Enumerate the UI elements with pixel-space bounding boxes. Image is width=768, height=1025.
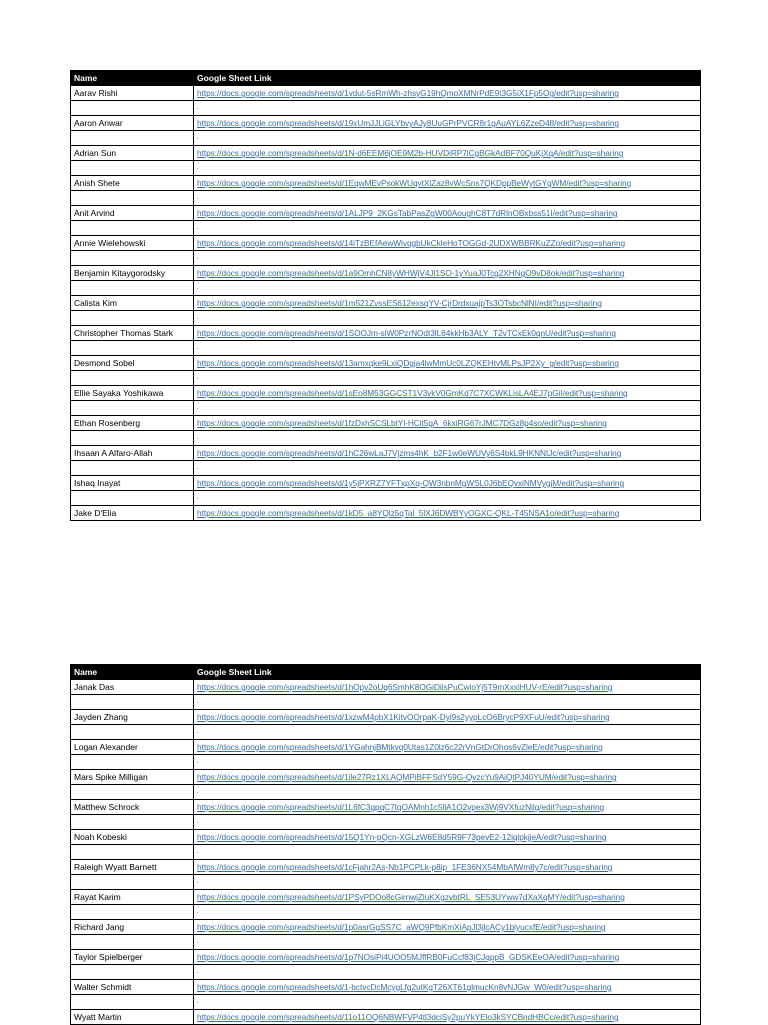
table-row	[71, 356, 701, 371]
name-column-header: Name	[71, 71, 194, 86]
sheet-link-cell	[194, 206, 701, 221]
table-row	[71, 740, 701, 755]
table-row	[71, 326, 701, 341]
spacer-row	[71, 935, 701, 950]
student-name: Ethan Rosenberg	[71, 416, 194, 431]
google-sheet-link[interactable]: https://docs.google.com/spreadsheets/d/1a9OmhCN8yWHWjV4Jl1SO-1yYuaJ0Tcg2XHNgO9vD8ok/edit?usp=sharing	[197, 268, 625, 278]
sheet-link-cell	[194, 950, 701, 965]
sheet-link-cell	[194, 506, 701, 521]
table-row	[71, 950, 701, 965]
table-row	[71, 920, 701, 935]
student-name: Anit Arvind	[71, 206, 194, 221]
spacer-row	[71, 815, 701, 830]
spacer-row	[71, 725, 701, 740]
google-sheet-link[interactable]: https://docs.google.com/spreadsheets/d/1p0asrGgSS7C_aWQ9PfbKmXiApJl3jlcACy1blyucxfE/edit?usp=sharing	[197, 922, 606, 932]
student-name: Richard Jang	[71, 920, 194, 935]
empty-cell	[71, 341, 194, 356]
spacer-row	[71, 845, 701, 860]
empty-cell	[71, 491, 194, 506]
sheet-link-cell	[194, 1010, 701, 1025]
sheet-link-cell	[194, 770, 701, 785]
empty-cell	[71, 965, 194, 980]
table-row	[71, 116, 701, 131]
google-sheet-link[interactable]: https://docs.google.com/spreadsheets/d/1kD5_a8YQlz5qTal_5lXJ6DWBYyOGXC-QKL-T45NSA1o/edit?usp=sharing	[197, 508, 620, 518]
sheet-link-cell	[194, 476, 701, 491]
student-name: Rayat Karim	[71, 890, 194, 905]
empty-cell	[71, 695, 194, 710]
student-name: Raleigh Wyatt Barnett	[71, 860, 194, 875]
dot-mark: .	[194, 965, 701, 980]
sheet-link-cell	[194, 416, 701, 431]
table-row	[71, 236, 701, 251]
dot-mark: .	[194, 371, 701, 386]
table-row	[71, 146, 701, 161]
dot-mark: .	[194, 755, 701, 770]
dot-mark: .	[194, 875, 701, 890]
sheet-link-cell	[194, 446, 701, 461]
table-row	[71, 446, 701, 461]
empty-cell	[71, 221, 194, 236]
empty-cell	[71, 875, 194, 890]
google-sheet-link[interactable]: https://docs.google.com/spreadsheets/d/1YGahnjBMtkvq0Utas1Z0lz6c22rVnGtDrOhos6vZleE/edit?usp=sharing	[197, 742, 603, 752]
spacer-row	[71, 461, 701, 476]
sheet-link-cell	[194, 800, 701, 815]
google-sheet-link[interactable]: https://docs.google.com/spreadsheets/d/11o11OQ6NBWFVP4tl3dciSy2puYkYElo3kSYCBndHBCc/edit?usp=sharing	[197, 1012, 619, 1022]
link-column-header: Google Sheet Link	[194, 665, 701, 680]
student-name: Jake D'Elia	[71, 506, 194, 521]
dot-mark: .	[194, 905, 701, 920]
table-row	[71, 1010, 701, 1025]
empty-cell	[71, 461, 194, 476]
google-sheet-link[interactable]: https://docs.google.com/spreadsheets/d/1ALJP9_2KGsTabPasZgW00AoughC8T7dRlnOBxbss51I/edit?usp=sharing	[197, 208, 618, 218]
google-sheet-link[interactable]: https://docs.google.com/spreadsheets/d/1ile27Rz1XLAQMPiBFFSdY59G-QvzcYu9AiQtPJ40YUM/edit?usp=sharing	[197, 772, 617, 782]
student-name: Wyatt Martin	[71, 1010, 194, 1025]
spacer-row	[71, 431, 701, 446]
student-name: Aarav Rishi	[71, 86, 194, 101]
spacer-row	[71, 905, 701, 920]
dot-mark: .	[194, 311, 701, 326]
table-row	[71, 386, 701, 401]
google-sheet-link[interactable]: https://docs.google.com/spreadsheets/d/1fzDxhSCSLbtYl-HCit5gA_6kxiRG67rJMC7DGz8p4so/edit?usp=sharing	[197, 418, 607, 428]
spacer-row	[71, 251, 701, 266]
sheet-link-cell	[194, 830, 701, 845]
google-sheet-link[interactable]: https://docs.google.com/spreadsheets/d/1PSyPDOo8cGirnwjZluKXgzvbtRL_SE53UYww7dXaXqMY/edit?usp=sharing	[197, 892, 625, 902]
spacer-row	[71, 995, 701, 1010]
name-column-header: Name	[71, 665, 194, 680]
dot-mark: .	[194, 161, 701, 176]
spacer-row	[71, 311, 701, 326]
dot-mark: .	[194, 995, 701, 1010]
student-name: Anish Shete	[71, 176, 194, 191]
empty-cell	[71, 131, 194, 146]
student-name: Walter Schmidt	[71, 980, 194, 995]
google-sheet-link[interactable]: https://docs.google.com/spreadsheets/d/1cFjahr2As-Nb1PCPLk-p8ip_1FE36NX54MbAfWm8y7c/edit?usp=sharing	[197, 862, 613, 872]
sheet-link-cell	[194, 116, 701, 131]
student-name: Aaron Anwar	[71, 116, 194, 131]
spacer-row	[71, 131, 701, 146]
student-name: Taylor Spielberger	[71, 950, 194, 965]
student-name: Annie Wielehowski	[71, 236, 194, 251]
empty-cell	[71, 251, 194, 266]
table-row	[71, 176, 701, 191]
spacer-row	[71, 161, 701, 176]
sheet-link-cell	[194, 710, 701, 725]
student-name: Desmond Sobel	[71, 356, 194, 371]
student-name: Ishaq Inayat	[71, 476, 194, 491]
sheet-links-table-2	[70, 664, 701, 1025]
empty-cell	[71, 725, 194, 740]
spacer-row	[71, 875, 701, 890]
sheet-link-cell	[194, 236, 701, 251]
empty-cell	[71, 281, 194, 296]
sheet-link-cell	[194, 740, 701, 755]
google-sheet-link[interactable]: https://docs.google.com/spreadsheets/d/1N-d6EEM6jOE9M2b-HUVDiRP7lCgBGkAdBF70QuKjXqA/edit?usp=sharing	[197, 148, 624, 158]
spacer-row	[71, 191, 701, 206]
table-row	[71, 86, 701, 101]
table-row	[71, 506, 701, 521]
table-row	[71, 830, 701, 845]
sheet-link-cell	[194, 890, 701, 905]
google-sheet-link[interactable]: https://docs.google.com/spreadsheets/d/1L6fC3gpqC7tqOAMnh1c5llA1O2vpex3Wj9VXfuzNilg/edit?usp=sharing	[197, 802, 605, 812]
google-sheet-link[interactable]: https://docs.google.com/spreadsheets/d/14iTzBEfAewWivqgbUkCkleHoTOGGd-2UDXWBBRKuZZo/edit?usp=sharing	[197, 238, 626, 248]
dot-mark: .	[194, 191, 701, 206]
google-sheet-link[interactable]: https://docs.google.com/spreadsheets/d/1xzwM4pbX1KitvOOrpaK-Dyl9s2yypLcO6BrycP9XFuU/edit?usp=sharing	[197, 712, 610, 722]
google-sheet-link[interactable]: https://docs.google.com/spreadsheets/d/1m521ZvssES612exsqYV-CjrDrdxuajpTs3OTsbcNlNI/edit?usp=sharing	[197, 298, 602, 308]
empty-cell	[71, 401, 194, 416]
google-sheet-link[interactable]: https://docs.google.com/spreadsheets/d/1SOOJm-siW0PzrNOdt3lL64kkHb3ALY_T2vTCxEk0qnU/edit?usp=sharing	[197, 328, 616, 338]
sheet-links-table-1	[70, 70, 701, 521]
table-row	[71, 680, 701, 695]
sheet-link-cell	[194, 680, 701, 695]
dot-mark: .	[194, 491, 701, 506]
student-name: Jayden Zhang	[71, 710, 194, 725]
empty-cell	[71, 995, 194, 1010]
sheet-link-cell	[194, 266, 701, 281]
dot-mark: .	[194, 845, 701, 860]
sheet-link-cell	[194, 356, 701, 371]
google-sheet-link[interactable]: https://docs.google.com/spreadsheets/d/1hC26wLaJ7Vjzms4hK_b2F1w0eWUVy6S4bkL9HKNNtJc/edit?usp=sharing	[197, 448, 622, 458]
dot-mark: .	[194, 221, 701, 236]
dot-mark: .	[194, 785, 701, 800]
table-row	[71, 770, 701, 785]
dot-mark: .	[194, 431, 701, 446]
header-row	[71, 665, 701, 680]
google-sheet-link[interactable]: https://docs.google.com/spreadsheets/d/1vdut-5sRmWh-zhsyG19hQmoXMNrPdE9t3G5iX1Fp5Og/edit?usp=sharing	[197, 88, 619, 98]
sheet-link-cell	[194, 860, 701, 875]
student-name: Logan Alexander	[71, 740, 194, 755]
table-row	[71, 206, 701, 221]
google-sheet-link[interactable]: https://docs.google.com/spreadsheets/d/1hOpv2oUq6SmhK8OGiDilsPuCwioYj5T9mXxxiHUV-rE/edit?usp=sharing	[197, 682, 613, 692]
sheet-link-cell	[194, 296, 701, 311]
sheet-link-cell	[194, 980, 701, 995]
student-name: Ihsaan A Alfaro-Allah	[71, 446, 194, 461]
dot-mark: .	[194, 695, 701, 710]
google-sheet-link[interactable]: https://docs.google.com/spreadsheets/d/1EqwMEvPsokWUqvtXlZaz8vWcSns7QKDppBeWytGYgWM/edit?usp=sharing	[197, 178, 632, 188]
dot-mark: .	[194, 131, 701, 146]
google-sheet-link[interactable]: https://docs.google.com/spreadsheets/d/1y5jPXRZ7YFTxpXq-QW3nbnMgWSL0J6bEQvxiNMVygjM/edit?usp=sharing	[197, 478, 625, 488]
spacer-row	[71, 221, 701, 236]
empty-cell	[71, 101, 194, 116]
spacer-row	[71, 491, 701, 506]
dot-mark: .	[194, 251, 701, 266]
google-sheet-link[interactable]: https://docs.google.com/spreadsheets/d/1sEo8M53GGCST1V3vkV0GmKd7C7XCWKLisLA4EJ7pGiI/edit?usp=sharing	[197, 388, 628, 398]
google-sheet-link[interactable]: https://docs.google.com/spreadsheets/d/19xUmJJLiGLYbvyAJy8UuGPrPVCR8r1gAuAYL6ZzeD48/edit?usp=sharing	[197, 118, 619, 128]
student-name: Ellie Sayaka Yoshikawa	[71, 386, 194, 401]
dot-mark: .	[194, 461, 701, 476]
spacer-row	[71, 785, 701, 800]
table-row	[71, 476, 701, 491]
link-column-header: Google Sheet Link	[194, 71, 701, 86]
sheet-link-cell	[194, 86, 701, 101]
empty-cell	[71, 191, 194, 206]
empty-cell	[71, 755, 194, 770]
sheet-link-cell	[194, 146, 701, 161]
student-name: Benjamin Kitaygorodsky	[71, 266, 194, 281]
student-name: Janak Das	[71, 680, 194, 695]
student-name: Christopher Thomas Stark	[71, 326, 194, 341]
sheet-link-cell	[194, 176, 701, 191]
header-row	[71, 71, 701, 86]
google-sheet-link[interactable]: https://docs.google.com/spreadsheets/d/1-bctvcDcMcygLfg2utKgT26XT61glmucKn8vNJGw_W0/edit?usp=sharing	[197, 982, 612, 992]
table-row	[71, 980, 701, 995]
google-sheet-link[interactable]: https://docs.google.com/spreadsheets/d/1p7NOsiPi4UOO5MJffRB0FuCcf83jCJqppB_GDSKEeOA/edit?usp=sharing	[197, 952, 620, 962]
student-name: Adrian Sun	[71, 146, 194, 161]
table-row	[71, 890, 701, 905]
empty-cell	[71, 845, 194, 860]
spacer-row	[71, 371, 701, 386]
dot-mark: .	[194, 401, 701, 416]
table-row	[71, 416, 701, 431]
sheet-link-cell	[194, 326, 701, 341]
empty-cell	[71, 431, 194, 446]
dot-mark: .	[194, 935, 701, 950]
student-name: Noah Kobeski	[71, 830, 194, 845]
dot-mark: .	[194, 341, 701, 356]
empty-cell	[71, 935, 194, 950]
spacer-row	[71, 965, 701, 980]
table-row	[71, 710, 701, 725]
empty-cell	[71, 905, 194, 920]
google-sheet-link[interactable]: https://docs.google.com/spreadsheets/d/13amxqke9LxiQDgja4lwMmUc0LZQKEHtvMLPsJP2Xy_g/edit?usp=sharing	[197, 358, 619, 368]
spacer-row	[71, 755, 701, 770]
empty-cell	[71, 311, 194, 326]
spacer-row	[71, 281, 701, 296]
dot-mark: .	[194, 281, 701, 296]
empty-cell	[71, 161, 194, 176]
table-row	[71, 860, 701, 875]
sheet-link-cell	[194, 920, 701, 935]
spacer-row	[71, 101, 701, 116]
google-sheet-link[interactable]: https://docs.google.com/spreadsheets/d/15Q1Yn-pQcn-XGLzW6E8d5R9F73pevE2-12iqlpkjjeA/edit?usp=sharing	[197, 832, 607, 842]
table-row	[71, 266, 701, 281]
student-name: Calista Kim	[71, 296, 194, 311]
dot-mark: .	[194, 815, 701, 830]
dot-mark: .	[194, 101, 701, 116]
student-name: Matthew Schrock	[71, 800, 194, 815]
sheet-link-cell	[194, 386, 701, 401]
student-name: Mars Spike Milligan	[71, 770, 194, 785]
table-row	[71, 800, 701, 815]
spacer-row	[71, 401, 701, 416]
empty-cell	[71, 371, 194, 386]
empty-cell	[71, 785, 194, 800]
spacer-row	[71, 695, 701, 710]
empty-cell	[71, 815, 194, 830]
dot-mark: .	[194, 725, 701, 740]
spacer-row	[71, 341, 701, 356]
table-row	[71, 296, 701, 311]
